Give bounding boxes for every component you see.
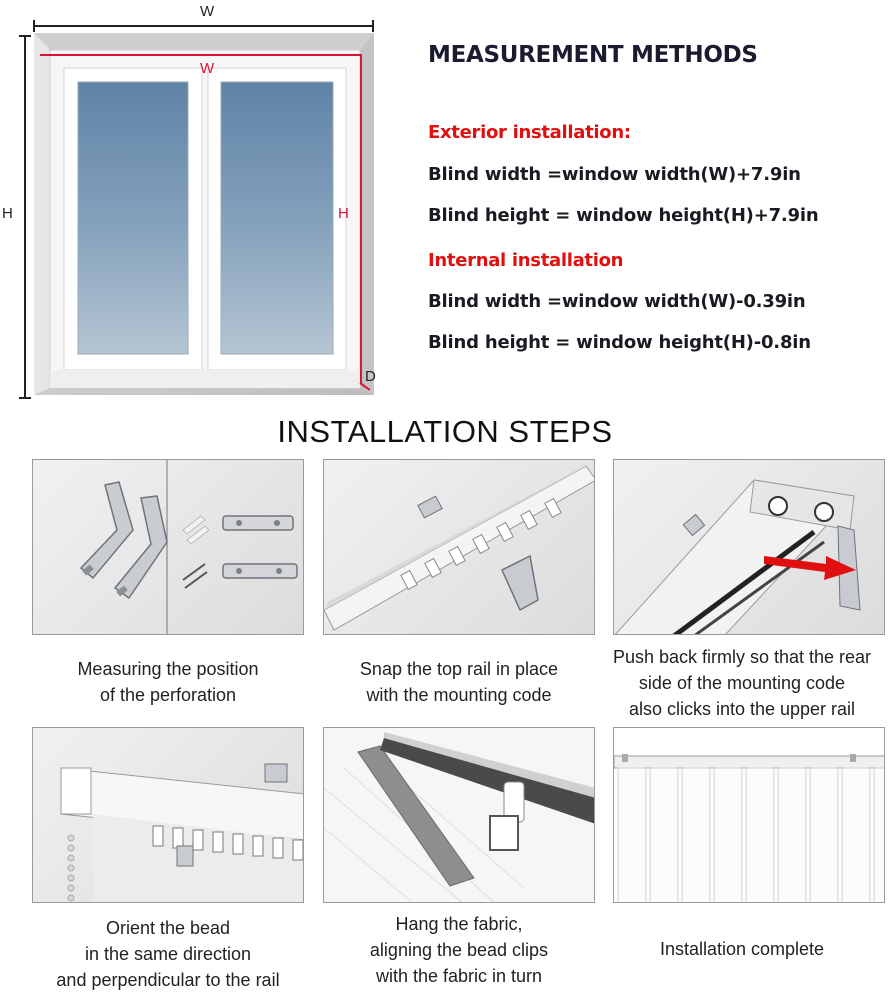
step-3-image [613,459,885,635]
step-3-caption [596,644,888,722]
step-3-caption-line: Push back firmly so that the rear [612,647,872,667]
internal-width-formula: Blind width =window width(W)-0.39in [428,291,806,312]
depth-label: D [365,368,376,385]
orient-bead-illustration [33,728,304,903]
step-5-caption [309,911,609,989]
brackets-hardware-illustration [33,460,304,635]
hang-fabric-illustration [324,728,595,903]
measurement-methods-title: MEASUREMENT METHODS [428,42,758,68]
step-6-image [613,727,885,903]
step-2-caption [309,656,609,708]
exterior-height-formula: Blind height = window height(H)+7.9in [428,205,819,226]
step-1-image [32,459,304,635]
step-2-caption-line: with the mounting code [366,685,552,705]
inner-width-line [40,54,362,56]
step-4-caption-line: Orient the bead [105,918,231,938]
installation-steps-title: INSTALLATION STEPS [277,414,613,449]
outer-width-label: W [200,3,215,20]
inner-height-line [360,54,362,384]
top-rail-snap-illustration [324,460,595,635]
completed-blinds-illustration [614,728,885,903]
step-4-caption [22,915,314,993]
inner-height-label: H [338,205,349,222]
step-3-caption-line: side of the mounting code [638,673,846,693]
step-5-image [323,727,595,903]
step-2-caption-line: Snap the top rail in place [359,659,559,679]
step-5-caption-line: aligning the bead clips [369,940,549,960]
internal-height-formula: Blind height = window height(H)-0.8in [428,332,811,353]
exterior-width-formula: Blind width =window width(W)+7.9in [428,164,801,185]
exterior-installation-heading: Exterior installation: [428,122,631,143]
step-4-caption-line: and perpendicular to the rail [56,970,280,990]
inner-width-label: W [200,60,215,77]
step-1-caption-line: Measuring the position [77,659,259,679]
step-5-caption-line: with the fabric in turn [375,966,543,986]
window-measurement-diagram [0,0,400,410]
step-6-caption [596,936,888,962]
step-5-caption-line: Hang the fabric, [395,914,523,934]
step-4-image [32,727,304,903]
outer-height-label: H [2,205,13,222]
step-2-image [323,459,595,635]
internal-installation-heading: Internal installation [428,250,624,271]
step-4-caption-line: in the same direction [84,944,252,964]
step-1-caption-line: of the perforation [99,685,237,705]
left-glass [78,82,188,354]
step-1-caption [22,656,314,708]
step-6-caption-line: Installation complete [659,939,825,959]
right-glass [221,82,333,354]
push-back-rail-illustration [614,460,885,635]
step-3-caption-line: also clicks into the upper rail [628,699,856,719]
